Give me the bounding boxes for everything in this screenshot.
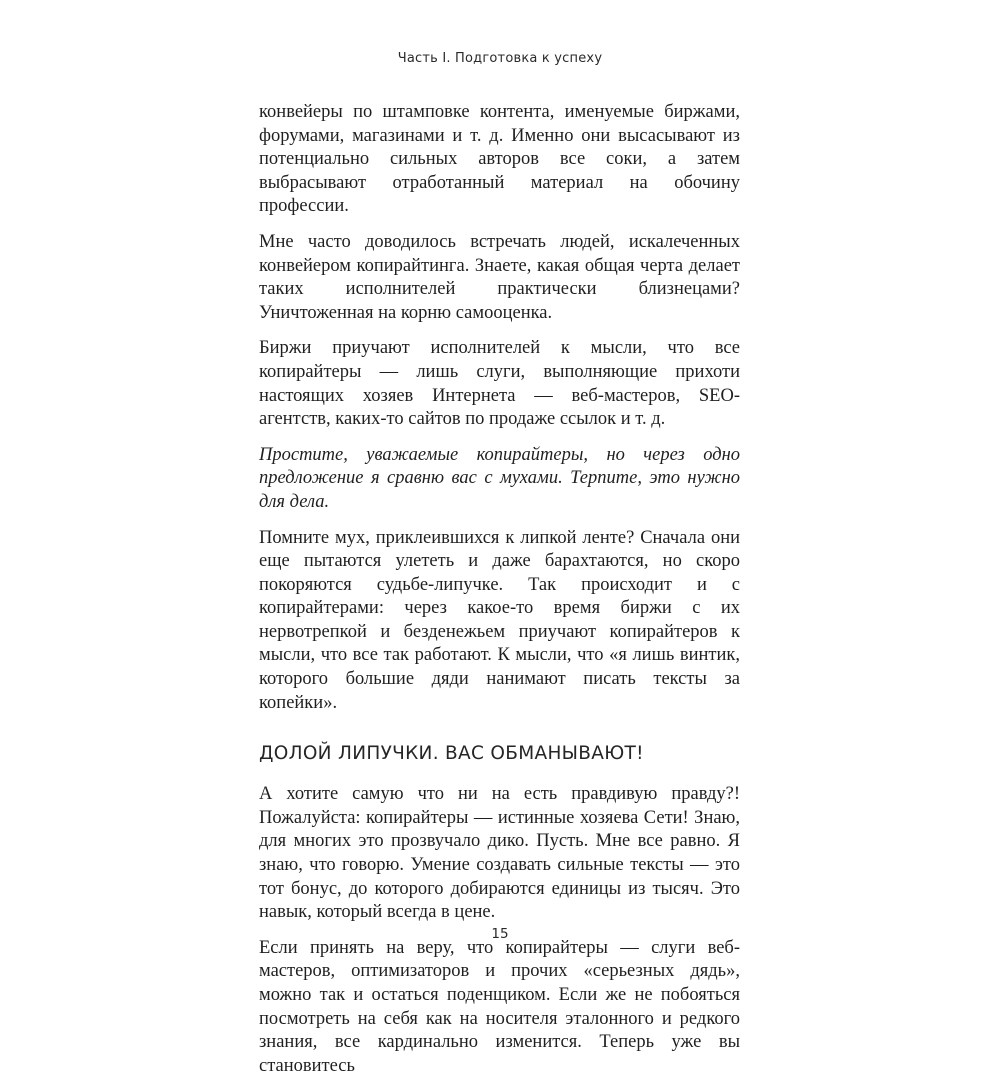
page-number: 15 xyxy=(491,926,509,942)
section-heading: ДОЛОЙ ЛИПУЧКИ. ВАС ОБМАНЫВАЮТ! xyxy=(259,743,644,765)
paragraph: А хотите самую что ни на есть правдивую правду?! Пожалуйста: копирайтеры — истинные хозяева Сети! Знаю, для многих это прозвучало дико. Пусть. Мне все равно. Я знаю, что говорю. Умение создавать сильные тексты — это тот бонус, до которого добираются единицы из тысяч. Это навык, который всегда в цене. xyxy=(259,784,740,923)
paragraph: конвейеры по штамповке контента, именуемые биржами, форумами, магазинами и т. д. Именно они высасывают из потенциально сильных авторов все соки, а затем выбрасывают отработанный материал на обочину профессии. xyxy=(259,102,740,217)
paragraph: Мне часто доводилось встречать людей, искалеченных конвейером копирайтинга. Знаете, какая общая черта делает таких исполнителей практически близнецами? Уничтоженная на корню самооценка. xyxy=(259,231,740,323)
running-head: Часть I. Подготовка к успеху xyxy=(397,51,603,66)
paragraph: Биржи приучают исполнителей к мысли, что все копирайтеры — лишь слуги, выполняющие прихоти настоящих хозяев Интернета — веб-мастеров, SEO-агентств, каких-то сайтов по продаже ссылок и т. д. xyxy=(259,338,740,430)
italic-paragraph: Простите, уважаемые копирайтеры, но через одно предложение я сравню вас с мухами. Терпите, это нужно для дела. xyxy=(259,444,740,512)
paragraph: Помните мух, приклеившихся к липкой ленте? Сначала они еще пытаются улететь и даже барахтаются, но скоро покоряются судьбе-липучке. Так происходит и с копирайтерами: через какое-то время биржи с их нервотрепкой и безденежьем приучают копирайтеров к мысли, что все так работают. К мысли, что «я лишь винтик, которого большие дяди нанимают писать тексты за копейки». xyxy=(259,527,740,713)
paragraph: Если принять на веру, что копирайтеры — слуги веб-мастеров, оптимизаторов и прочих «серьезных дядь», можно так и остаться поденщиком. Если же не побояться посмотреть на себя как на носителя эталонного и редкого знания, все кардинально изменится. Теперь уже вы становитесь xyxy=(259,937,740,1076)
